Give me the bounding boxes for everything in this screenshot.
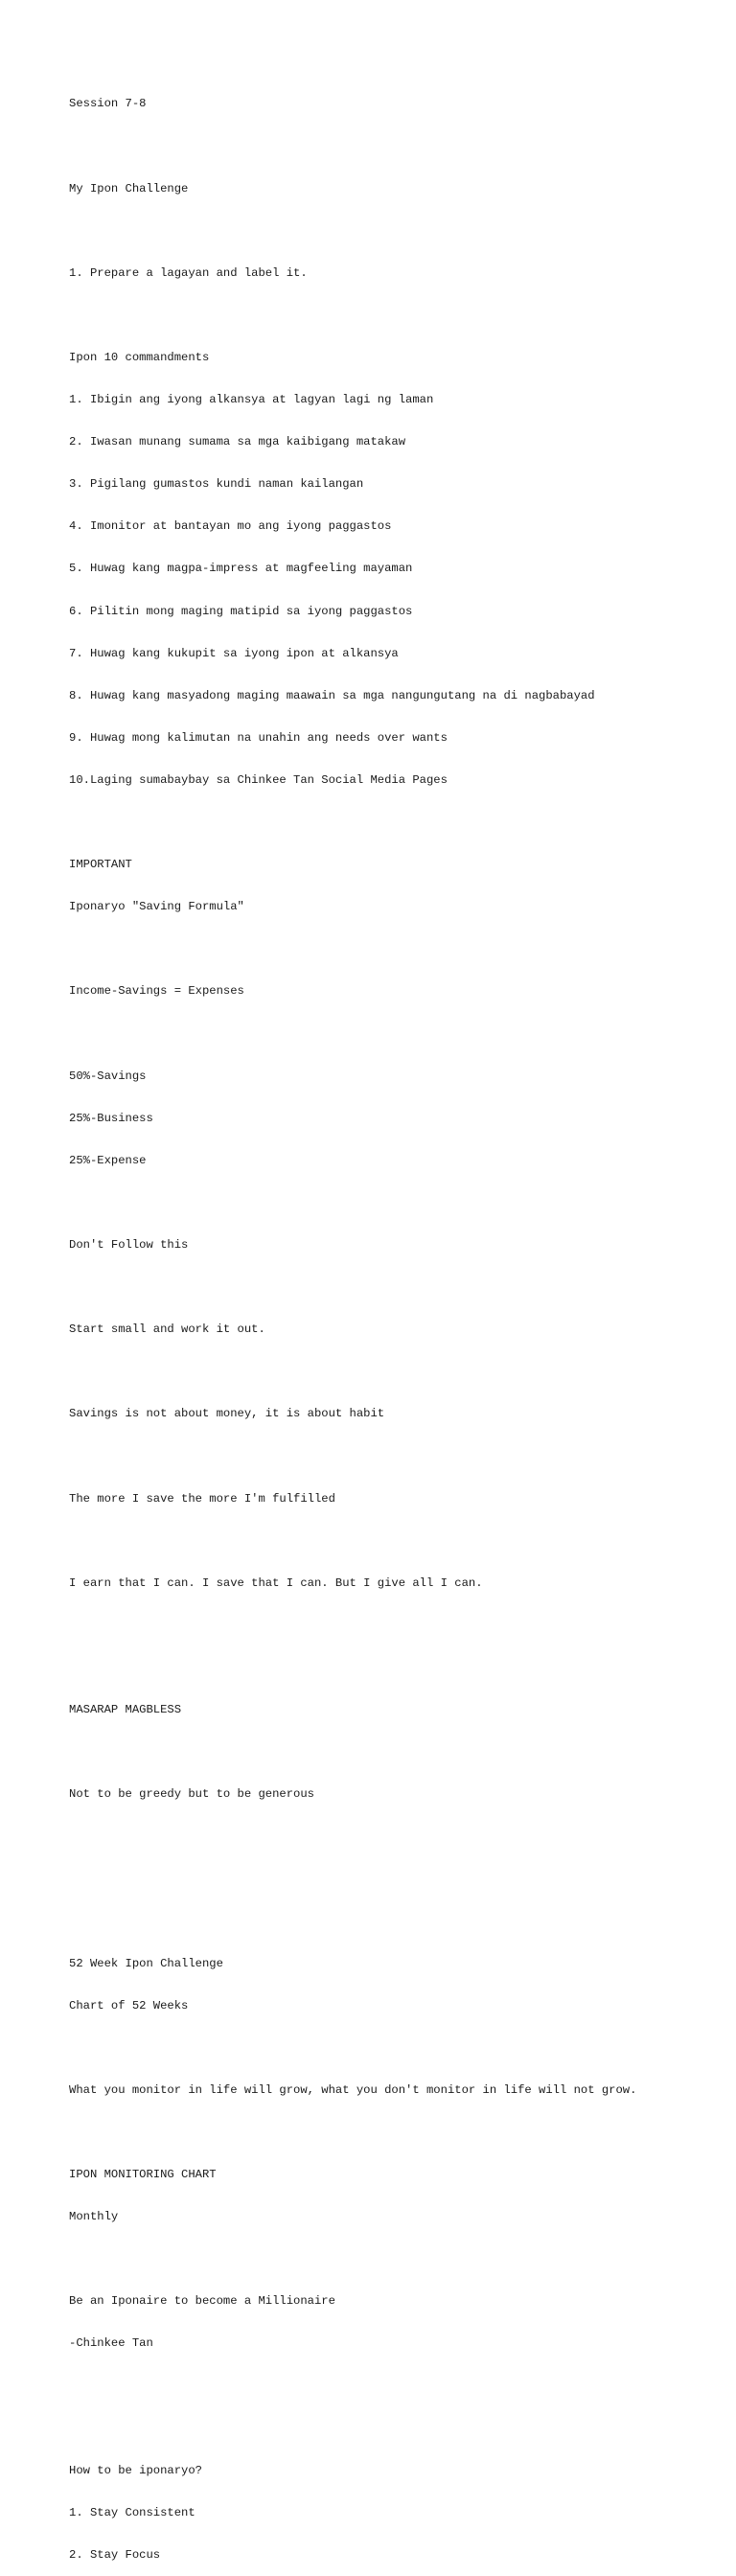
generous-note: Not to be greedy but to be generous	[69, 1787, 314, 1802]
masarap-heading: MASARAP MAGBLESS	[69, 1702, 182, 1716]
earn-save-give-note: I earn that I can. I save that I can. But I give all I can.	[69, 1576, 483, 1590]
savings-formula: Income-Savings = Expenses	[69, 984, 244, 999]
commandment-item: 9. Huwag mong kalimutan na unahin ang needs over wants	[69, 730, 448, 745]
commandment-item: 8. Huwag kang masyadong maging maawain sa mga nangungutang na di nagbabayad	[69, 688, 595, 702]
how-to-heading: How to be iponaryo?	[69, 2463, 202, 2477]
commandment-item: 4. Imonitor at bantayan mo ang iyong paggastos	[69, 519, 392, 534]
challenge-title: My Ipon Challenge	[69, 181, 189, 196]
commandment-item: 3. Pigilang gumastos kundi naman kailangan	[69, 477, 364, 492]
commandment-item: 6. Pilitin mong maging matipid sa iyong paggastos	[69, 604, 413, 618]
commandment-item: 1. Ibigin ang iyong alkansya at lagyan lagi ng laman	[69, 393, 434, 407]
monitor-quote: What you monitor in life will grow, what you don't monitor in life will not grow.	[69, 2082, 637, 2097]
quote-author: -Chinkee Tan	[69, 2336, 153, 2351]
monitoring-chart-frequency: Monthly	[69, 2210, 119, 2224]
allocation-item: 25%-Business	[69, 1111, 153, 1125]
fulfilled-note: The more I save the more I'm fulfilled	[69, 1491, 335, 1506]
commandment-item: 5. Huwag kang magpa-impress at magfeeling mayaman	[69, 562, 413, 576]
commandments-heading: Ipon 10 commandments	[69, 350, 210, 364]
commandment-item: 2. Iwasan munang sumama sa mga kaibigang matakaw	[69, 435, 406, 449]
start-small-note: Start small and work it out.	[69, 1322, 265, 1337]
habit-note: Savings is not about money, it is about habit	[69, 1407, 385, 1421]
dont-follow-note: Don't Follow this	[69, 1237, 189, 1252]
document-page	[69, 69, 721, 2576]
allocation-item: 50%-Savings	[69, 1069, 147, 1083]
week-challenge-subtitle: Chart of 52 Weeks	[69, 1998, 189, 2012]
saving-formula-title: Iponaryo "Saving Formula"	[69, 900, 244, 914]
monitoring-chart-title: IPON MONITORING CHART	[69, 2168, 217, 2181]
commandment-item: 10.Laging sumabaybay sa Chinkee Tan Social Media Pages	[69, 772, 448, 787]
quote-text: Be an Iponaire to become a Millionaire	[69, 2294, 335, 2309]
commandment-item: 7. Huwag kang kukupit sa iyong ipon at alkansya	[69, 646, 399, 660]
important-label: IMPORTANT	[69, 858, 132, 872]
allocation-item: 25%-Expense	[69, 1153, 147, 1167]
step-one: 1. Prepare a lagayan and label it.	[69, 265, 308, 280]
how-to-item: 2. Stay Focus	[69, 2547, 161, 2562]
session-title: Session 7-8	[69, 97, 147, 111]
how-to-item: 1. Stay Consistent	[69, 2505, 196, 2519]
week-challenge-title: 52 Week Ipon Challenge	[69, 1956, 223, 1970]
